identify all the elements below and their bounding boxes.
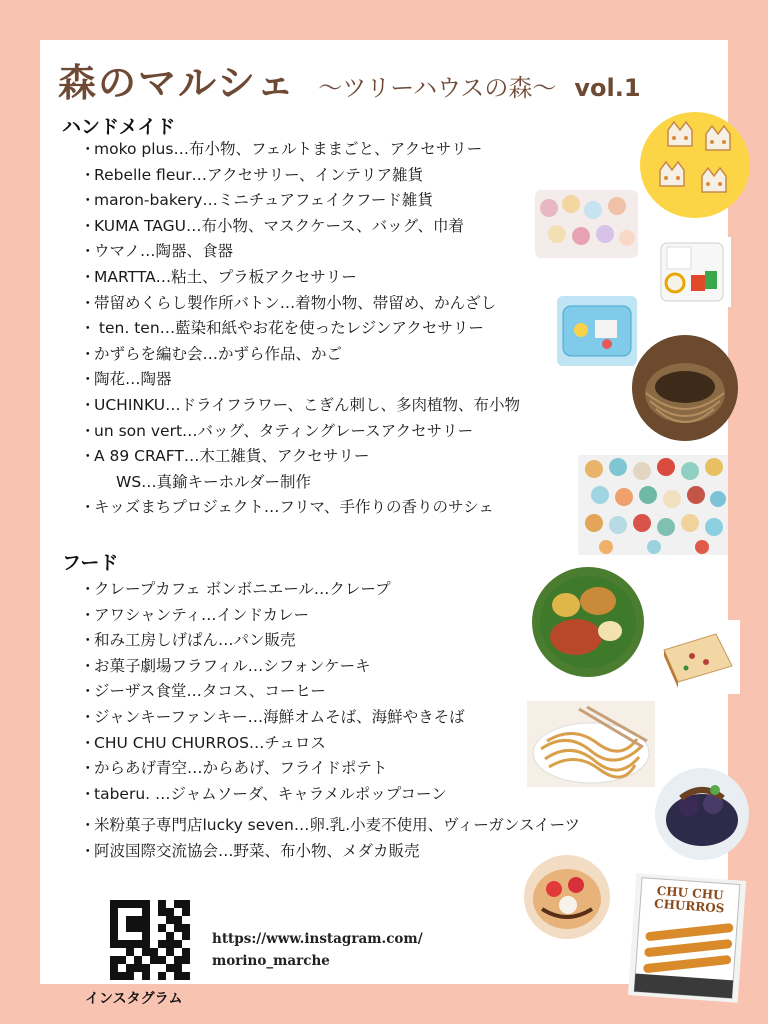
qr-module [118, 916, 126, 924]
qr-module [134, 932, 142, 940]
qr-module [118, 964, 126, 972]
list-item-ws: WS…真鍮キーホルダー制作 [116, 472, 312, 491]
qr-module [126, 956, 134, 964]
qr-module [110, 972, 118, 980]
qr-module [150, 932, 158, 940]
qr-module [166, 964, 174, 972]
qr-module [134, 916, 142, 924]
food-heading: フード [62, 552, 119, 574]
qr-module [182, 972, 190, 980]
qr-module [174, 940, 182, 948]
list-item: ・MARTTA…粘土、プラ板アクセサリー [80, 267, 357, 286]
qr-module [150, 924, 158, 932]
qr-module [174, 916, 182, 924]
list-item: ・からあげ青空…からあげ、フライドポテト [80, 759, 388, 778]
qr-module [110, 948, 118, 956]
qr-module [126, 940, 134, 948]
parfait-photo [655, 768, 749, 860]
handmade-list [80, 137, 520, 521]
qr-module [126, 900, 134, 908]
food-list [80, 577, 580, 865]
qr-module [182, 948, 190, 956]
qr-module [110, 964, 118, 972]
qr-module [150, 972, 158, 980]
list-item: ・un son vert…バッグ、タティングレースアクセサリー [80, 421, 474, 440]
list-item: ・和み工房しげぱん…パン販売 [80, 631, 296, 650]
list-item: ・クレープカフェ ボンボニエール…クレープ [80, 580, 391, 598]
list-item: ・お菓子劇場フラフィル…シフォンケーキ [80, 656, 371, 675]
qr-module [174, 932, 182, 940]
qr-module [158, 964, 166, 972]
qr-module [150, 964, 158, 972]
qr-module [126, 916, 134, 924]
ceramic-pieces-photo [578, 455, 728, 555]
crepe-photo [524, 855, 610, 939]
qr-module [158, 940, 166, 948]
qr-module [174, 964, 182, 972]
list-item: ・かずらを編む会…かずら作品、かご [80, 344, 343, 363]
qr-module [126, 932, 134, 940]
qr-module [166, 916, 174, 924]
list-item: ・A 89 CRAFT…木工雑貨、アクセサリー [80, 447, 370, 466]
qr-module [158, 900, 166, 908]
qr-module [166, 924, 174, 932]
qr-module [174, 900, 182, 908]
qr-module [118, 900, 126, 908]
qr-module [110, 956, 118, 964]
shiba-cookies-photo [640, 112, 750, 218]
list-item: ・Rebelle fleur…アクセサリー、インテリア雑貨 [80, 165, 423, 184]
qr-module [118, 940, 126, 948]
qr-module [142, 908, 150, 916]
qr-module [126, 948, 134, 956]
qr-module [174, 908, 182, 916]
qr-module [142, 932, 150, 940]
qr-module [150, 916, 158, 924]
qr-module [150, 940, 158, 948]
qr-module [142, 956, 150, 964]
qr-module [142, 964, 150, 972]
qr-module [166, 956, 174, 964]
qr-module [134, 972, 142, 980]
qr-module [158, 972, 166, 980]
qr-module [110, 908, 118, 916]
qr-module [142, 924, 150, 932]
qr-module [134, 900, 142, 908]
qr-module [142, 900, 150, 908]
qr-module [134, 940, 142, 948]
curry-plate-photo [532, 567, 644, 677]
qr-module [134, 964, 142, 972]
list-item: ・ ten. ten…藍染和紙やお花を使ったレジンアクセサリー [80, 319, 484, 338]
qr-module [118, 948, 126, 956]
chiffon-cake-photo [656, 620, 740, 694]
qr-module [118, 932, 126, 940]
qr-module [182, 932, 190, 940]
list-item: ・ジーザス食堂…タコス、コーヒー [80, 682, 326, 701]
qr-module [126, 924, 134, 932]
qr-module [110, 916, 118, 924]
qr-module [134, 956, 142, 964]
qr-module [174, 956, 182, 964]
handmade-heading: ハンドメイド [62, 116, 176, 138]
qr-module [158, 948, 166, 956]
qr-module [142, 948, 150, 956]
qr-module [166, 908, 174, 916]
qr-module [150, 948, 158, 956]
qr-module [166, 972, 174, 980]
qr-module [158, 932, 166, 940]
event-volume: vol.1 [574, 74, 641, 102]
list-item: ・KUMA TAGU…布小物、マスクケース、バッグ、巾着 [80, 216, 465, 235]
qr-module [142, 972, 150, 980]
qr-code[interactable] [110, 900, 190, 980]
qr-label: インスタグラム [85, 991, 183, 1007]
qr-module [166, 940, 174, 948]
qr-module [158, 924, 166, 932]
qr-module [174, 948, 182, 956]
churros-photo [628, 873, 746, 1002]
qr-module [166, 900, 174, 908]
qr-module [126, 964, 134, 972]
list-item: ・moko plus…布小物、フェルトままごと、アクセサリー [80, 140, 483, 158]
qr-module [110, 924, 118, 932]
list-item: ・maron-bakery…ミニチュアフェイクフード雑貨 [80, 191, 433, 210]
qr-module [182, 924, 190, 932]
qr-module [166, 932, 174, 940]
qr-module [110, 932, 118, 940]
qr-module [158, 916, 166, 924]
qr-module [174, 924, 182, 932]
yakisoba-photo [527, 701, 655, 787]
list-item: ・キッズまちプロジェクト…フリマ、手作りの香りのサシェ [80, 498, 494, 517]
list-item: ・アワシャンティ…インドカレー [80, 605, 309, 624]
instagram-url[interactable]: https://www.instagram.com/ morino_marche [212, 931, 423, 969]
list-item: ・陶花…陶器 [80, 370, 172, 389]
qr-module [134, 924, 142, 932]
qr-module [110, 940, 118, 948]
qr-module [150, 908, 158, 916]
qr-module [126, 972, 134, 980]
qr-module [182, 940, 190, 948]
qr-module [118, 908, 126, 916]
qr-module [118, 956, 126, 964]
qr-module [126, 908, 134, 916]
qr-module [150, 900, 158, 908]
list-item: ・阿波国際交流協会…野菜、布小物、メダカ販売 [80, 841, 420, 860]
woven-basket-photo [632, 335, 738, 441]
lunchbox-case-photo [557, 296, 637, 366]
list-item: ・ウマノ…陶器、食器 [80, 242, 234, 261]
event-subtitle: 〜ツリーハウスの森〜 [318, 74, 557, 102]
miniature-food-photo [535, 190, 638, 258]
qr-module [182, 964, 190, 972]
qr-module [182, 908, 190, 916]
qr-module [174, 972, 182, 980]
qr-module [134, 948, 142, 956]
event-title: 森のマルシェ [58, 61, 297, 105]
list-item: ・ジャンキーファンキー…海鮮オムそば、海鮮やきそば [80, 707, 465, 726]
title-row [58, 52, 641, 107]
qr-module [182, 900, 190, 908]
qr-module [142, 916, 150, 924]
qr-module [118, 924, 126, 932]
qr-module [134, 908, 142, 916]
bento-miniature-photo [653, 237, 731, 307]
list-item: ・taberu. …ジャムソーダ、キャラメルポップコーン [80, 784, 447, 803]
qr-module [142, 940, 150, 948]
qr-module [118, 972, 126, 980]
qr-module [150, 956, 158, 964]
qr-module [182, 916, 190, 924]
qr-module [182, 956, 190, 964]
qr-module [158, 956, 166, 964]
qr-module [158, 908, 166, 916]
list-item: ・CHU CHU CHURROS…チュロス [80, 733, 326, 752]
list-item: ・米粉菓子専門店lucky seven…卵.乳.小麦不使用、ヴィーガンスイーツ [80, 816, 581, 835]
qr-module [110, 900, 118, 908]
list-item: ・帯留めくらし製作所バトン…着物小物、帯留め、かんざし [80, 293, 497, 312]
list-item: ・UCHINKU…ドライフラワー、こぎん刺し、多肉植物、布小物 [80, 395, 521, 414]
qr-module [166, 948, 174, 956]
churros-pack-text: CHU CHU CHURROS [653, 883, 725, 916]
